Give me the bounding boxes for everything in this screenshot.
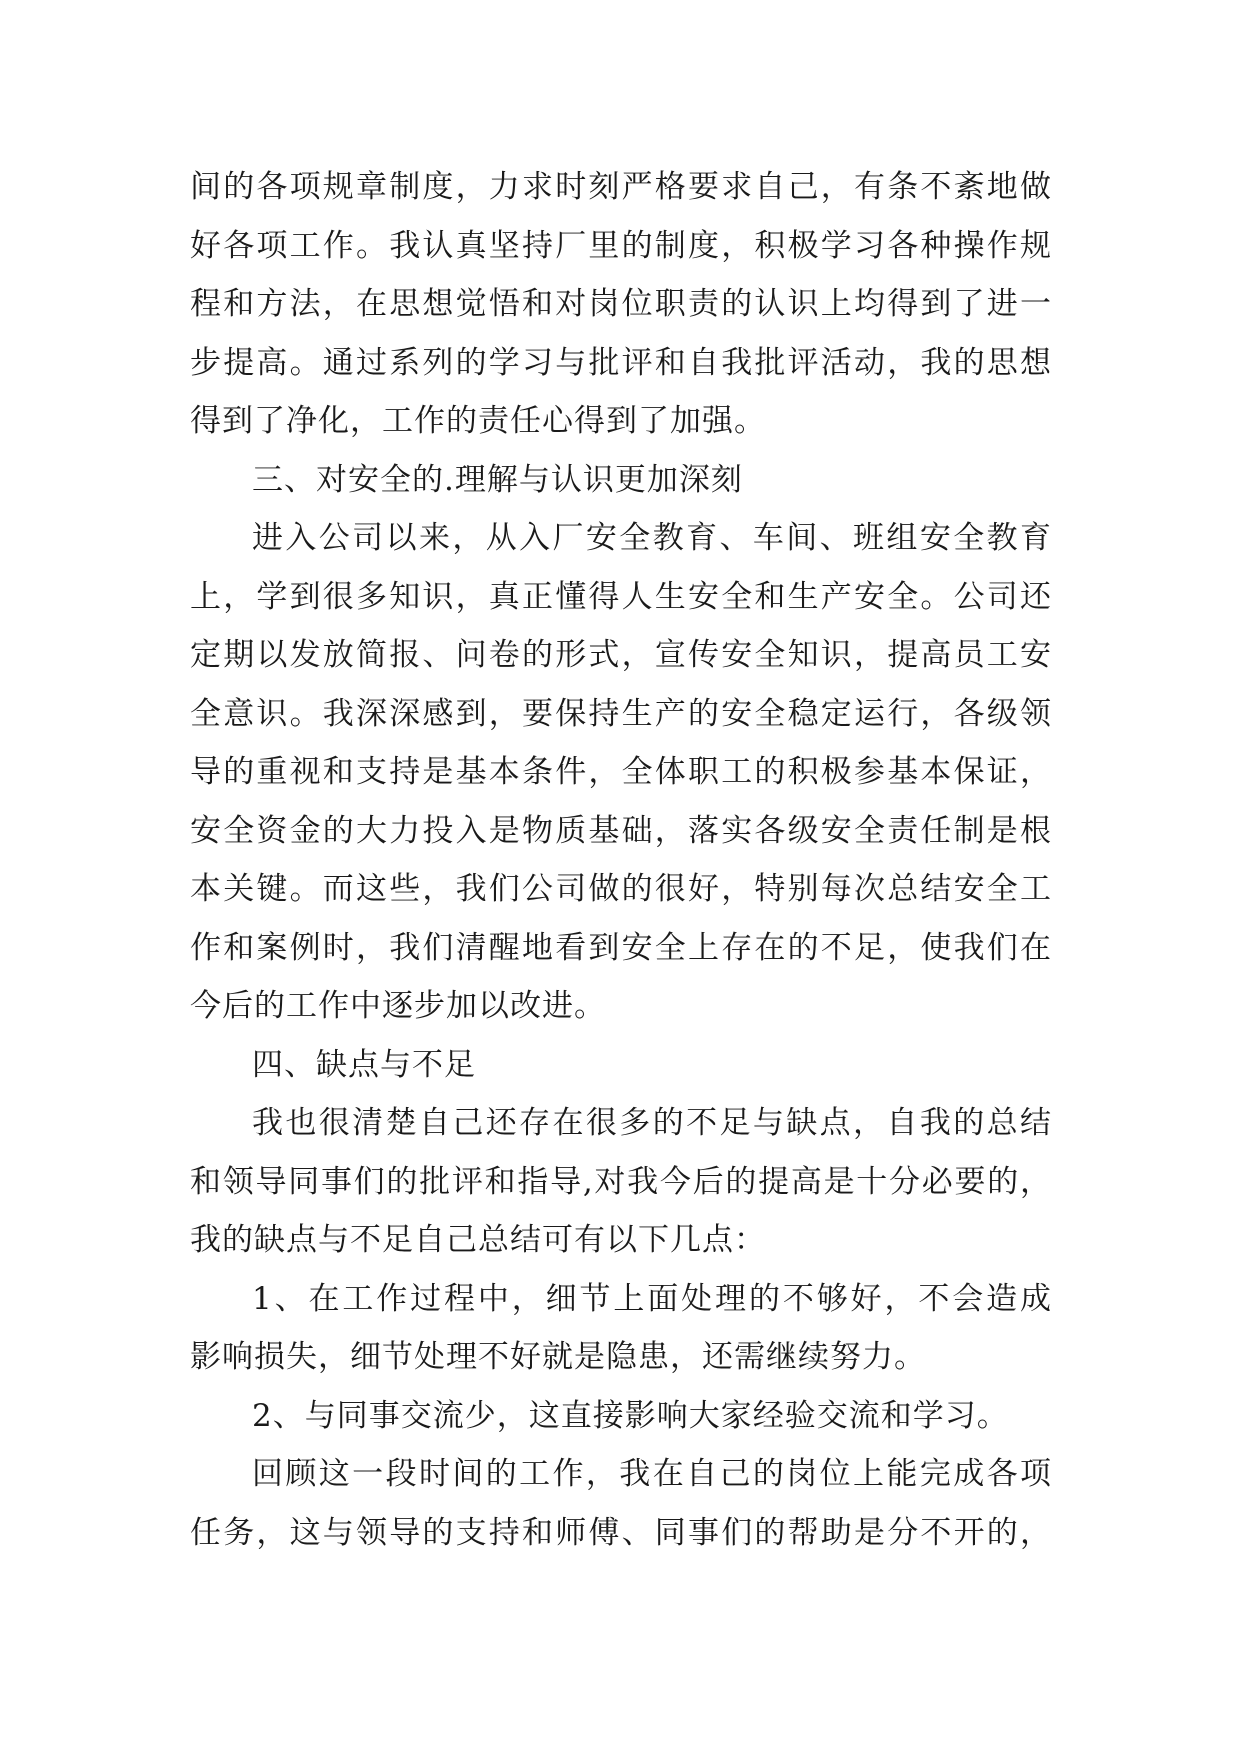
text-line: 得到了净化，工作的责任心得到了加强。 <box>190 403 766 439</box>
text-line: 任务，这与领导的支持和师傅、同事们的帮助是分不开的， <box>190 1514 1052 1551</box>
text-line: 三、对安全的.理解与认识更加深刻 <box>252 461 743 498</box>
text-line: 1、在工作过程中，细节上面处理的不够好，不会造成 <box>252 1280 1052 1317</box>
text-line: 导的重视和支持是基本条件，全体职工的积极参基本保证， <box>190 754 1052 790</box>
text-line: 2、与同事交流少，这直接影响大家经验交流和学习。 <box>252 1397 1009 1434</box>
text-line: 今后的工作中逐步加以改进。 <box>190 988 606 1024</box>
text-line: 四、缺点与不足 <box>252 1046 476 1083</box>
text-line: 上，学到很多知识，真正懂得人生安全和生产安全。公司还 <box>190 578 1052 615</box>
text-line: 程和方法，在思想觉悟和对岗位职责的认识上均得到了进一 <box>190 286 1052 322</box>
text-line: 作和案例时，我们清醒地看到安全上存在的不足，使我们在 <box>190 929 1052 966</box>
text-line: 步提高。通过系列的学习与批评和自我批评活动，我的思想 <box>190 344 1052 381</box>
text-line: 影响损失，细节处理不好就是隐患，还需继续努力。 <box>190 1339 926 1375</box>
text-line: 安全资金的大力投入是物质基础，落实各级安全责任制是根 <box>190 812 1052 849</box>
text-line: 和领导同事们的批评和指导,对我今后的提高是十分必要的， <box>190 1163 1052 1200</box>
text-line: 定期以发放简报、问卷的形式，宣传安全知识，提高员工安 <box>190 637 1052 673</box>
text-line: 好各项工作。我认真坚持厂里的制度，积极学习各种操作规 <box>190 227 1052 264</box>
text-line: 回顾这一段时间的工作，我在自己的岗位上能完成各项 <box>252 1456 1052 1492</box>
text-line: 进入公司以来，从入厂安全教育、车间、班组安全教育 <box>252 520 1052 556</box>
body-text <box>190 158 1052 1562</box>
text-line: 全意识。我深深感到，要保持生产的安全稳定运行，各级领 <box>190 695 1052 732</box>
text-line: 间的各项规章制度，力求时刻严格要求自己，有条不紊地做 <box>190 169 1052 205</box>
text-line: 我的缺点与不足自己总结可有以下几点： <box>190 1222 766 1258</box>
text-line: 本关键。而这些，我们公司做的很好，特别每次总结安全工 <box>190 871 1052 907</box>
text-line: 我也很清楚自己还存在很多的不足与缺点，自我的总结 <box>252 1105 1052 1141</box>
